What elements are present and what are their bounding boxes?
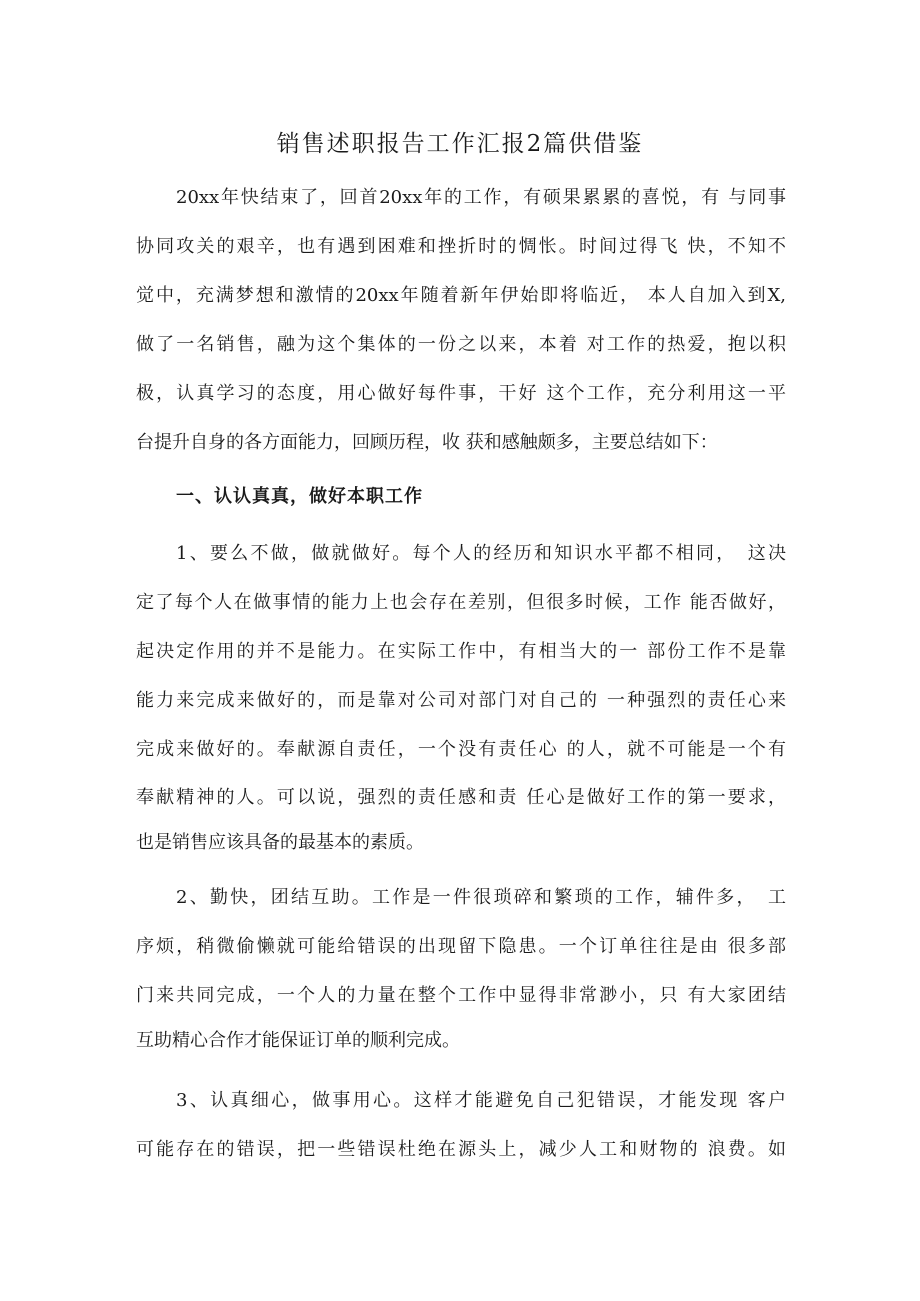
- item2-line-1: 2、勤快，团结互助。工作是一件很琐碎和繁琐的工作，辅件多， 工: [176, 887, 786, 908]
- item1-line-7: 也是销售应该具备的最基本的素质。: [136, 832, 424, 853]
- item1-line-3: 起决定作用的并不是能力。在实际工作中，有相当大的一 部份工作不是靠: [136, 641, 786, 662]
- intro-line-1: 20xx年快结束了，回首20xx年的工作，有硕果累累的喜悦，有 与同事: [176, 187, 786, 208]
- intro-line-3: 觉中，充满梦想和激情的20xx年随着新年伊始即将临近， 本人自加入到X,: [136, 285, 786, 306]
- intro-line-2: 协同攻关的艰辛，也有遇到困难和挫折时的惆怅。时间过得飞 快，不知不: [136, 236, 786, 257]
- item1-line-1: 1、要么不做，做就做好。每个人的经历和知识水平都不相同， 这决: [176, 543, 786, 564]
- item3-line-2: 可能存在的错误，把一些错误杜绝在源头上，减少人工和财物的 浪费。如: [136, 1139, 786, 1160]
- item1-line-6: 奉献精神的人。可以说，强烈的责任感和责 任心是做好工作的第一要求，: [136, 787, 786, 808]
- intro-line-5: 极，认真学习的态度，用心做好每件事，干好 这个工作，充分利用这一平: [136, 383, 786, 404]
- intro-line-4: 做了一名销售，融为这个集体的一份之以来，本着 对工作的热爱，抱以积: [136, 334, 786, 355]
- intro-line-6: 台提升自身的各方面能力，回顾历程，收 获和感触颇多，主要总结如下：: [136, 432, 718, 453]
- item2-line-4: 互助精心合作才能保证订单的顺利完成。: [136, 1030, 460, 1051]
- section-heading-1: 一、认认真真，做好本职工作: [176, 486, 423, 507]
- item3-line-1: 3、认真细心，做事用心。这样才能避免自己犯错误，才能发现 客户: [176, 1090, 786, 1111]
- document-title: 销售述职报告工作汇报2篇供借鉴: [276, 131, 644, 157]
- item2-line-3: 门来共同完成，一个人的力量在整个工作中显得非常渺小，只 有大家团结: [136, 985, 786, 1006]
- item1-line-2: 定了每个人在做事情的能力上也会存在差别，但很多时候，工作 能否做好，: [136, 592, 786, 613]
- item2-line-2: 序烦，稍微偷懒就可能给错误的出现留下隐患。一个订单往往是由 很多部: [136, 936, 786, 957]
- item1-line-4: 能力来完成来做好的，而是靠对公司对部门对自己的 一种强烈的责任心来: [136, 690, 786, 711]
- item1-line-5: 完成来做好的。奉献源自责任，一个没有责任心 的人，就不可能是一个有: [136, 739, 786, 760]
